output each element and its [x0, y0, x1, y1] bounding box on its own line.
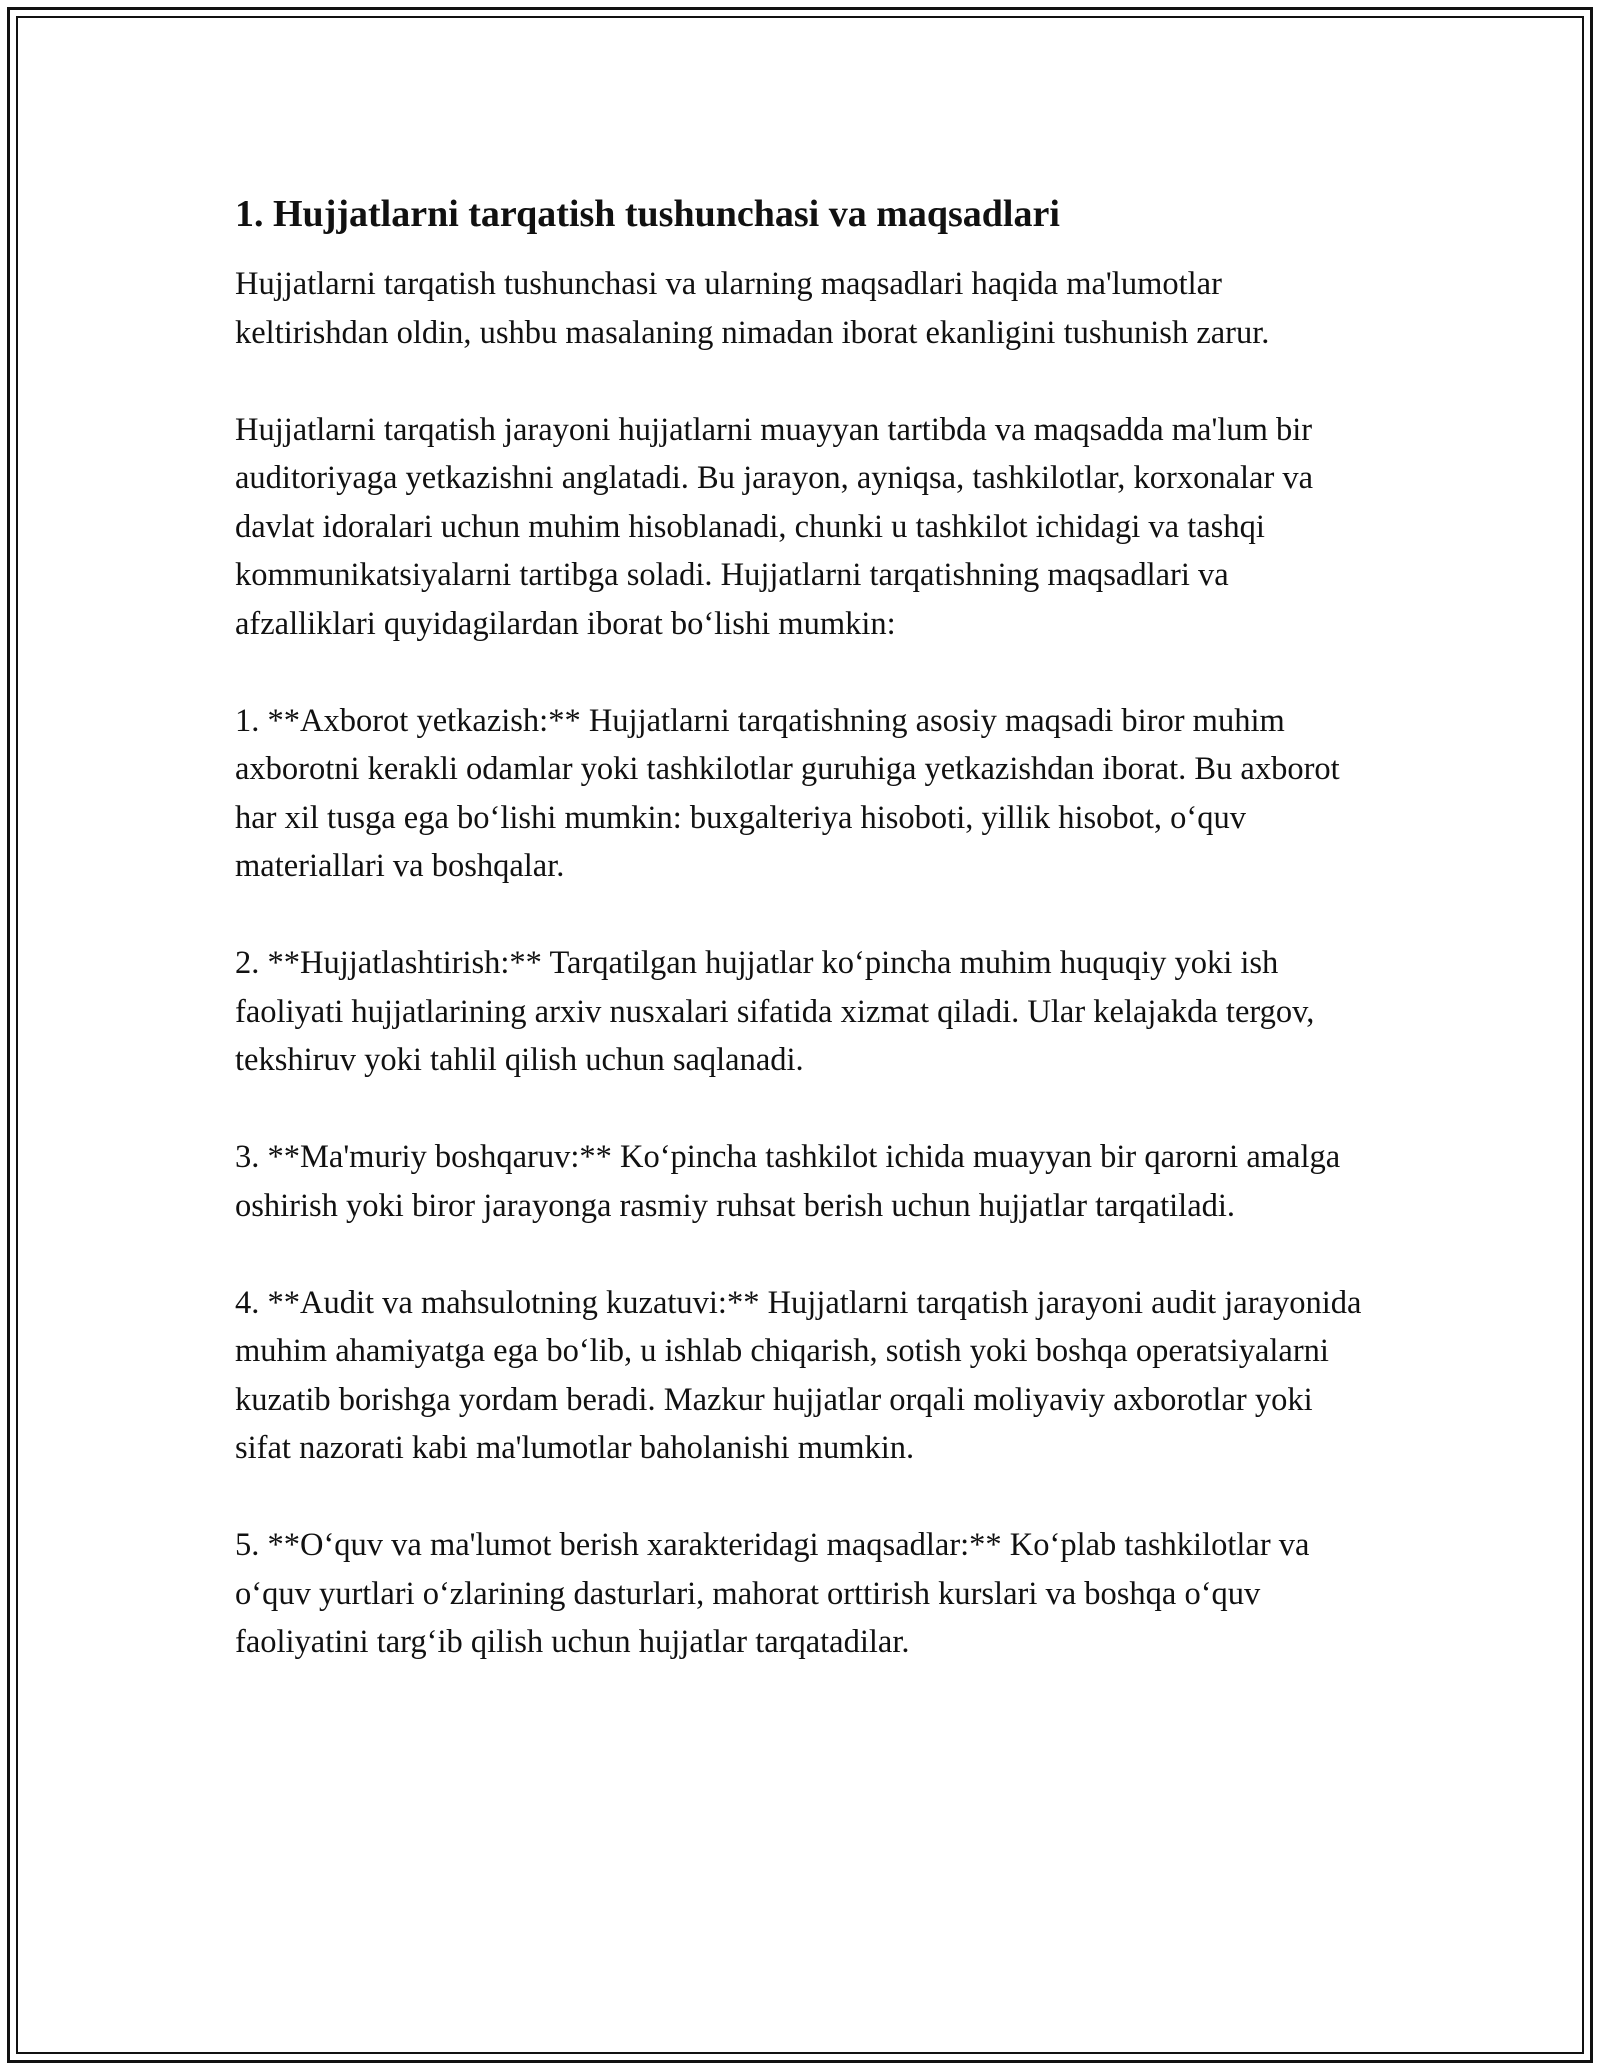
list-item-3: 3. **Ma'muriy boshqaruv:** Ko‘pincha tashkilot ichida muayyan bir qarorni amalga oshirish yoki biror jarayonga rasmiy ruhsat berish uchun hujjatlar tarqatiladi.: [235, 1139, 1341, 1224]
section-heading: 1. Hujjatlarni tarqatish tushunchasi va maqsadlari: [235, 193, 1060, 235]
process-paragraph: Hujjatlarni tarqatish jarayoni hujjatlarni muayyan tartibda va maqsadda ma'lum bir auditoriyaga yetkazishni anglatadi. Bu jarayon, ayniqsa, tashkilotlar, korxonalar va davlat idoralari uchun muhim hisoblanadi, chunki u tashkilot ichidagi va tashqi kommunikatsiyalarni tartibga soladi. Hujjatlarni tarqatishning maqsadlari va afzalliklari quyidagilardan iborat bo‘lishi mumkin:: [235, 411, 1314, 642]
list-item-4: 4. **Audit va mahsulotning kuzatuvi:** Hujjatlarni tarqatish jarayoni audit jarayonida muhim ahamiyatga ega bo‘lib, u ishlab chiqarish, sotish yoki boshqa operatsiyalarni kuzatib borishga yordam beradi. Mazkur hujjatlar orqali moliyaviy axborotlar yoki sifat nazorati kabi ma'lumotlar baholanishi mumkin.: [235, 1284, 1362, 1466]
list-item-1: 1. **Axborot yetkazish:** Hujjatlarni tarqatishning asosiy maqsadi biror muhim axborotni kerakli odamlar yoki tashkilotlar guruhiga yetkazishdan iborat. Bu axborot har xil tusga ega bo‘lishi mumkin: buxgalteriya hisoboti, yillik hisobot, o‘quv materiallari va boshqalar.: [235, 702, 1340, 884]
list-item-5: 5. **O‘quv va ma'lumot berish xarakteridagi maqsadlar:** Ko‘plab tashkilotlar va o‘quv yurtlari o‘zlarining dasturlari, mahorat orttirish kurslari va boshqa o‘quv faoliyatini targ‘ib qilish uchun hujjatlar tarqatadilar.: [235, 1527, 1310, 1660]
intro-paragraph: Hujjatlarni tarqatish tushunchasi va ularning maqsadlari haqida ma'lumotlar keltirishdan oldin, ushbu masalaning nimadan iborat ekanligini tushunish zarur.: [235, 266, 1270, 351]
list-item-2: 2. **Hujjatlashtirish:** Tarqatilgan hujjatlar ko‘pincha muhim huquqiy yoki ish faoliyati hujjatlarining arxiv nusxalari sifatida xizmat qiladi. Ular kelajakda tergov, tekshiruv yoki tahlil qilish uchun saqlanadi.: [235, 945, 1315, 1078]
document-body: [235, 188, 1370, 1715]
